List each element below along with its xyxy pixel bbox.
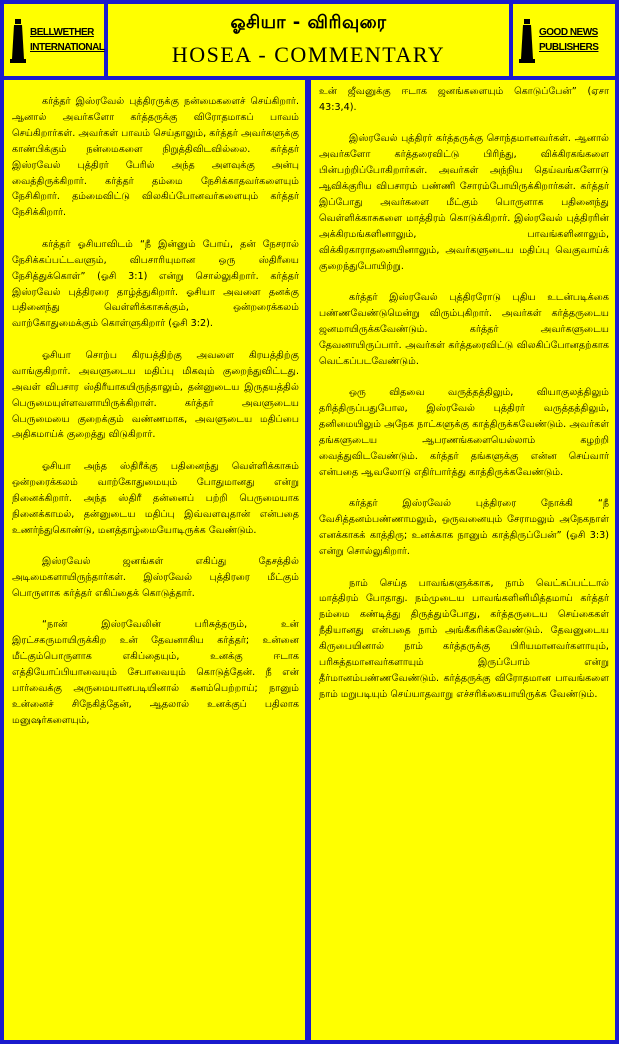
paragraph: நாம் செய்த பாவங்களுக்காக, நாம் வெட்கப்பட்டால் மாத்திரம் போதாது. நம்முடைய பாவங்களினிமித்தமாய் கர்த்தர் நம்மை கண்டித்து திருத்தும்போது, கர்த்தருடைய செய்கைகள் நீதியானது என்பதை நாம் அங்கீகரிக்கவேண்டும். தேவனுடைய கிருபையினால் நாம் கர்த்தருக்கு பிரியமானவர்களாயும், பரிசுத்தமானவர்களாயும் இருப்போம் என்று தீர்மானம்பண்ணவேண்டும். கர்த்தருக்கு விரோதமான பாவங்களை நாம் மறுபடியும் செய்யாதவாறு எச்சரிக்கையாயிருக்க வேண்டும். xyxy=(319,577,609,700)
good-news-logo xyxy=(513,4,615,76)
paragraph: இஸ்ரவேல் புத்திரர் கர்த்தருக்கு சொந்தமானவர்கள். ஆனால் அவர்களோ கர்த்தரைவிட்டு பிரிந்து, விக்கிரகங்களை பின்பற்றிப்போகிறார்கள். அவர்கள் அந்நிய தெய்வங்களோடு ஆவிக்குரிய விபசாரம் பண்ணி சோரம்போயிருக்கிறார்கள். கர்த்தர் இப்போது அவர்களை மீட்கும் பொருளாக பதினைந்து வெள்ளிக்காசுகளை மாத்திரம் கொடுக்கிறார். இஸ்ரவேல் புத்திரரின் அக்கிரமங்களினாலும், பாவங்களினாலும், விக்கிரகாராதனையினாலும், அவர்களுடைய மதிப்பு வெகுவாய்க் குறைந்துபோயிற்று. xyxy=(319,133,609,272)
right-column xyxy=(311,80,615,1040)
lighthouse-icon xyxy=(519,17,535,63)
paragraph: “நான் இஸ்ரவேலின் பரிசுத்தரும், உன் இரட்சகருமாயிருக்கிற உன் தேவனாகிய கர்த்தர்; உன்னை மீட்கும்பொருளாக எகிப்தையும், உனக்கு ஈடாக எத்தியோப்பியாவையும் சேபாவையும் கொடுத்தேன். நீ என் பார்வைக்கு அருமையானபடியினால் கனம்பெற்றாய்; நானும் உன்னைச் சிநேகித்தேன், ஆதலால் உனக்குப் பதிலாக மனுஷர்களையும், xyxy=(12,619,299,726)
right-logo-line2: PUBLISHERS xyxy=(539,42,599,53)
lighthouse-icon xyxy=(10,17,26,63)
left-column xyxy=(4,80,305,1040)
paragraph: இஸ்ரவேல் ஜனங்கள் எகிப்து தேசத்தில் அடிமைகளாயிருந்தார்கள். இஸ்ரவேல் புத்திரரை மீட்கும் பொருளாக கர்த்தர் எகிப்தைக் கொடுத்தார். xyxy=(12,556,299,599)
right-logo-line1: GOOD NEWS xyxy=(539,27,598,38)
left-logo-line2: INTERNATIONAL xyxy=(30,42,105,53)
paragraph: உன் ஜீவனுக்கு ஈடாக ஜனங்களையும் கொடுப்பேன்” (ஏசா 43:3,4). xyxy=(319,86,609,113)
paragraph: கர்த்தர் இஸ்ரவேல் புத்திரரை நோக்கி “நீ வேசித்தனம்பண்ணாமலும், ஒருவனையும் சேராமலும் அநேகநாள் எனக்காகக் காத்திரு; உனக்காக நானும் காத்திருப்பேன்” (ஓசி 3:3) என்று சொல்லுகிறார். xyxy=(319,498,609,558)
paragraph: கர்த்தர் இஸ்ரவேல் புத்திரருக்கு நன்மைகளைச் செய்கிறார். ஆனால் அவர்களோ கர்த்தருக்கு விரோதமாகப் பாவம் செய்கிறார்கள். அவர்கள் பாவம் செய்தாலும், கர்த்தர் அவர்களுக்கு காண்பிக்கும் நன்மைகளை நிறுத்திவிடவில்லை. கர்த்தர் இஸ்ரவேல் புத்திரர் பேரில் அந்த அளவுக்கு அன்பு வைத்திருக்கிறார். கர்த்தர் தம்மை நேசிக்காதவர்களையும் நேசிகிறார். தம்மைவிட்டு விலகிப்போனவர்களையும் கர்த்தர் நேசிக்கிறார். xyxy=(12,96,299,219)
paragraph: கர்த்தர் ஓசியாவிடம் “நீ இன்னும் போய், தன் நேசரால் நேசிக்கப்பட்டவளும், விபசாரியுமான ஒரு ஸ்திரீயை நேசித்துக்கொள்” (ஓசி 3:1) என்று சொல்லுகிறார். கர்த்தர் இஸ்ரவேல் புத்திரரை தாழ்த்துகிறார். ஓசியா அவளை தனக்கு பதினைந்து வெள்ளிக்காசுக்கும், ஒன்றரைக்கலம் வாற்கோதுமைக்கும் கொள்ளுகிறார் (ஓசி 3:2). xyxy=(12,238,299,330)
title-tamil: ஓசியா - விரிவுரை xyxy=(230,12,387,33)
paragraph: ஓசியா அந்த ஸ்திரீக்கு பதினைந்து வெள்ளிக்காசும் ஒன்றரைக்கலம் வாற்கோதுமையும் போதுமானது என்று நினைக்கிறார். அந்த ஸ்திரீ தன்னைப் பற்றி பெருமையாக நினைக்காமல், தன்னுடைய மதிப்பு இவ்வளவுதான் என்பதை உணர்ந்துகொண்டு, மனத்தாழ்மையோடிருக்க வேண்டும். xyxy=(12,460,299,536)
paragraph: ஒரு விதவை வருத்தத்திலும், வியாகுலத்திலும் தரித்திருப்பதுபோல, இஸ்ரவேல் புத்திரர் வருத்தத்திலும், தனிமையிலும் அநேக நாட்களுக்கு காத்திருக்கவேண்டும். அவர்கள் தங்களுடைய ஆபரணங்களையெல்லாம் கழற்றி வைத்துவிடவேண்டும். கர்த்தர் தங்களுக்கு என்ன செய்வார் என்பதை ஆவலோடு எதிர்பார்த்து காத்திருக்கவேண்டும். xyxy=(319,387,609,478)
paragraph: ஓசியா சொற்ப கிரயத்திற்கு அவளை கிரயத்திற்கு வாங்குகிறார். அவளுடைய மதிப்பு மிகவும் குறைந்துவிட்டது. அவள் விபசார ஸ்திரீயாகயிருந்தாலும், தன்னுடைய இருதயத்தில் பெருமையுள்ளவளாயிருக்கிறாள். கர்த்தர் அவளுடைய பெருமையை குறைக்கும் வண்ணமாக, அவளுடைய மதிப்பை அதிகமாய்க் குறைத்து விடுகிறார். xyxy=(12,349,299,441)
title-block xyxy=(108,4,509,76)
paragraph: கர்த்தர் இஸ்ரவேல் புத்திரரோடு புதிய உடன்படிக்கை பண்ணவேண்டுமென்று விரும்புகிறார். அவர்கள் கர்த்தருடைய ஜனமாயிருக்கவேண்டும். கர்த்தர் அவர்களுடைய தேவனாயிருப்பார். அவர்கள் கர்த்தரைவிட்டு விலகிப்போனதற்காக வெட்கப்படவேண்டும். xyxy=(319,292,609,367)
left-logo-line1: BELLWETHER xyxy=(30,27,94,38)
title-english: HOSEA - COMMENTARY xyxy=(171,42,446,67)
bellwether-logo xyxy=(4,4,104,76)
